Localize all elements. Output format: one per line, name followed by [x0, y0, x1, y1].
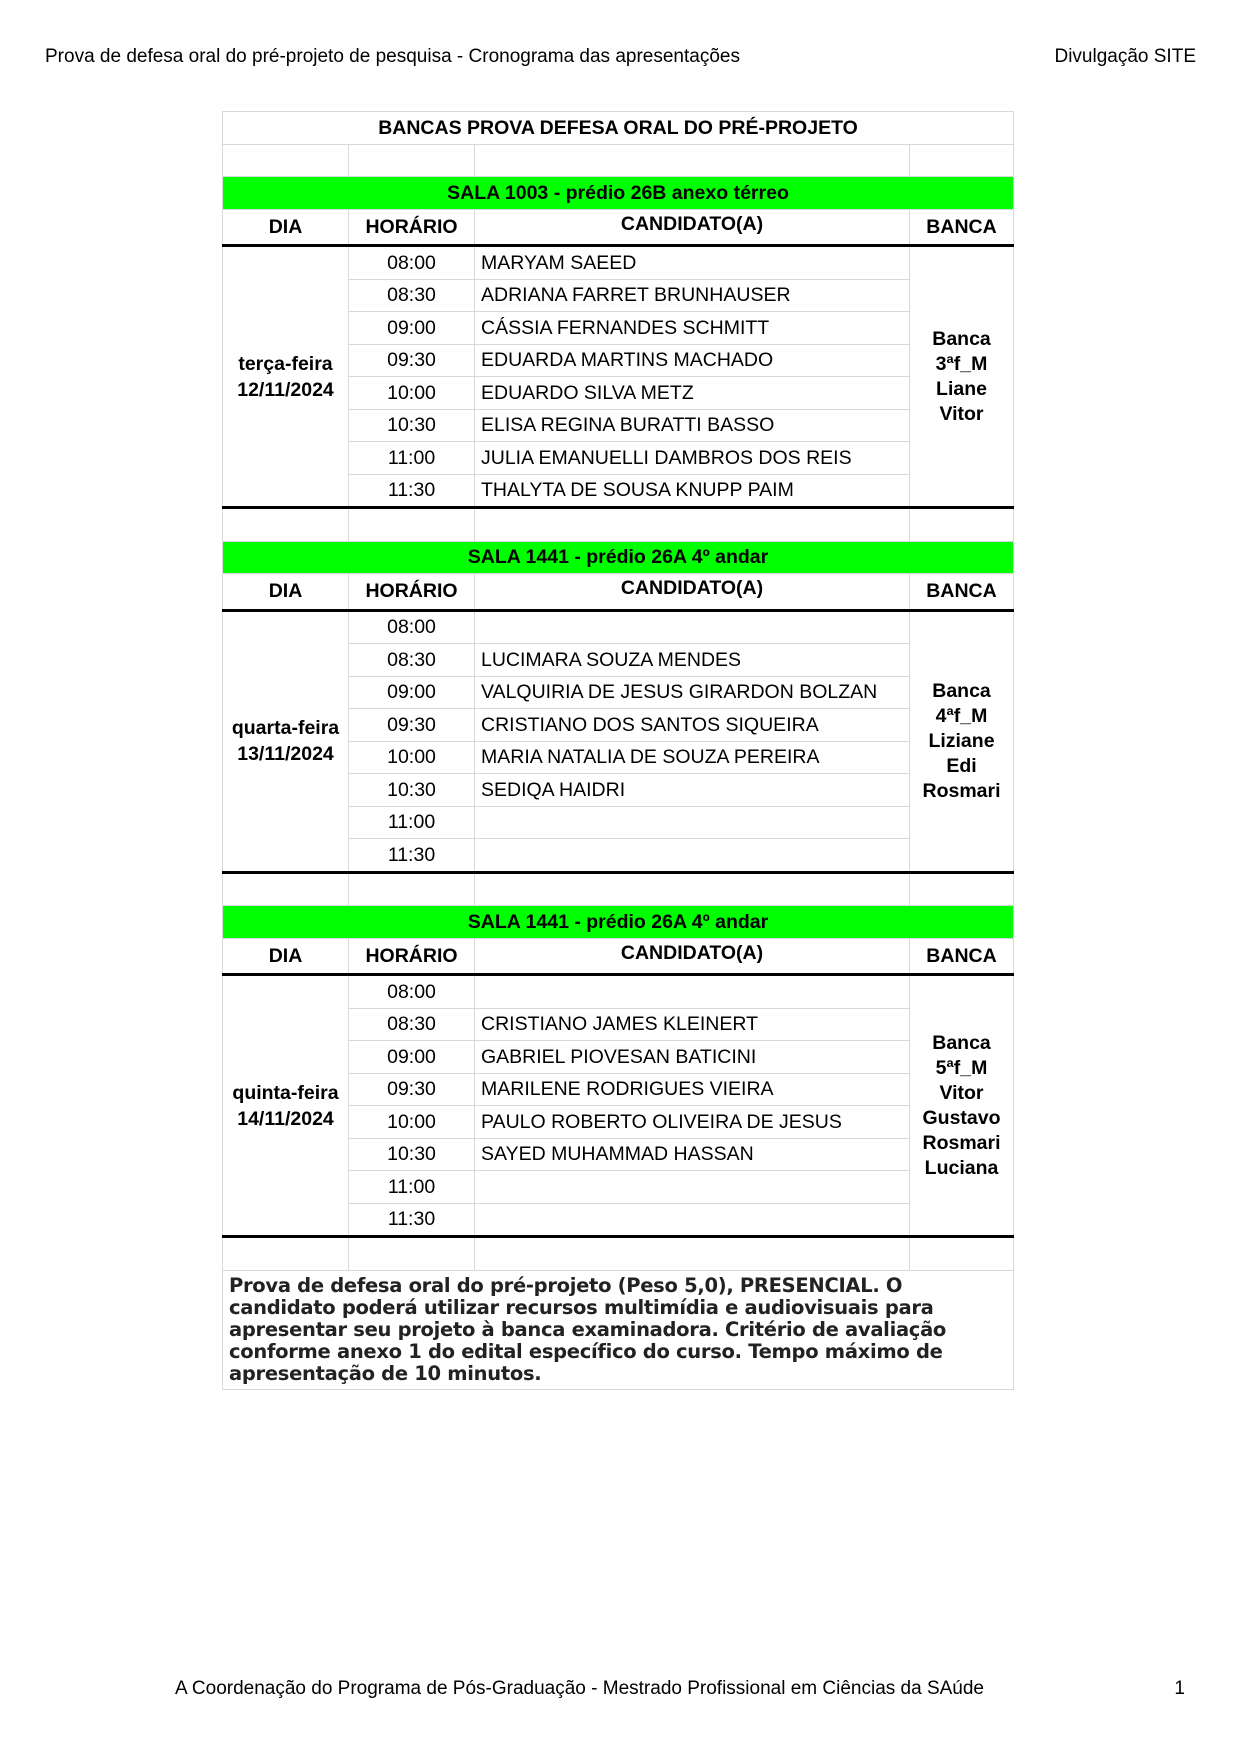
time-cell: 10:00: [349, 741, 475, 774]
candidate-cell: CRISTIANO JAMES KLEINERT: [475, 1008, 910, 1041]
day-name: quinta-feira: [232, 1081, 339, 1104]
empty-cell: [223, 508, 349, 542]
day-date: 13/11/2024: [237, 743, 334, 765]
banca-cell: [910, 610, 1014, 872]
schedule-sheet: [222, 111, 1013, 1390]
page-header: [45, 46, 1196, 70]
banca-line: Banca: [932, 679, 991, 702]
banca-line: Banca: [932, 1031, 991, 1054]
table-row: [223, 610, 1014, 644]
candidate-cell: SAYED MUHAMMAD HASSAN: [475, 1138, 910, 1171]
empty-cell: [223, 144, 349, 177]
title-row: [223, 112, 1014, 145]
time-cell: 11:00: [349, 1171, 475, 1204]
time-cell: 10:30: [349, 1138, 475, 1171]
column-header-banca: BANCA: [910, 209, 1014, 246]
banca-line: 3ªf_M: [935, 352, 988, 375]
table-row: [223, 246, 1014, 280]
banca-cell: [910, 246, 1014, 508]
column-header-row: [223, 209, 1014, 246]
day-name: quarta-feira: [231, 717, 340, 739]
day-cell: [223, 246, 349, 508]
time-cell: 11:30: [349, 1203, 475, 1237]
column-header-dia: DIA: [223, 209, 349, 246]
candidate-cell: LUCIMARA SOUZA MENDES: [475, 644, 910, 677]
schedule-table: [222, 111, 1014, 1390]
banca-line: Edi: [946, 754, 977, 777]
time-cell: 09:30: [349, 1073, 475, 1106]
empty-cell: [910, 1237, 1014, 1271]
day-cell: [223, 975, 349, 1237]
time-cell: 08:30: [349, 279, 475, 312]
banca-line: 5ªf_M: [935, 1056, 988, 1079]
room-label: SALA 1003 - prédio 26B anexo térreo: [223, 177, 1014, 210]
candidate-cell: CRISTIANO DOS SANTOS SIQUEIRA: [475, 709, 910, 742]
banca-line: Gustavo: [922, 1106, 1001, 1129]
empty-cell: [910, 872, 1014, 906]
note-row: [223, 1270, 1014, 1389]
time-cell: 09:00: [349, 312, 475, 345]
spacer-row: [223, 144, 1014, 177]
candidate-cell: SEDIQA HAIDRI: [475, 774, 910, 807]
day-cell: [223, 610, 349, 872]
time-cell: 10:30: [349, 774, 475, 807]
banca-line: Liane: [936, 377, 987, 400]
day-date: 14/11/2024: [237, 1107, 334, 1130]
time-cell: 09:30: [349, 344, 475, 377]
column-header-dia: DIA: [223, 938, 349, 975]
column-header-dia: DIA: [223, 574, 349, 611]
empty-cell: [475, 508, 910, 542]
candidate-cell: ELISA REGINA BURATTI BASSO: [475, 409, 910, 442]
time-cell: 08:00: [349, 975, 475, 1009]
empty-cell: [349, 872, 475, 906]
schedule-table-body: [223, 112, 1014, 1390]
spacer-row: [223, 508, 1014, 542]
candidate-cell: MARILENE RODRIGUES VIEIRA: [475, 1073, 910, 1106]
time-cell: 08:00: [349, 246, 475, 280]
time-cell: 09:00: [349, 676, 475, 709]
empty-cell: [475, 144, 910, 177]
footer-text: A Coordenação do Programa de Pós-Graduação - Mestrado Profissional em Ciências da SAúde: [175, 1678, 984, 1699]
time-cell: 09:30: [349, 709, 475, 742]
empty-cell: [223, 1237, 349, 1271]
candidate-cell: [475, 806, 910, 839]
candidate-cell: JULIA EMANUELLI DAMBROS DOS REIS: [475, 442, 910, 475]
candidate-cell: CÁSSIA FERNANDES SCHMITT: [475, 312, 910, 345]
time-cell: 11:00: [349, 806, 475, 839]
column-header-row: [223, 574, 1014, 611]
candidate-cell: PAULO ROBERTO OLIVEIRA DE JESUS: [475, 1106, 910, 1139]
day-name: terça-feira: [238, 352, 333, 375]
candidate-cell: EDUARDO SILVA METZ: [475, 377, 910, 410]
time-cell: 10:30: [349, 409, 475, 442]
room-row: [223, 541, 1014, 574]
column-header-horario: HORÁRIO: [349, 574, 475, 611]
spacer-row: [223, 1237, 1014, 1271]
table-title: BANCAS PROVA DEFESA ORAL DO PRÉ-PROJETO: [223, 112, 1014, 145]
candidate-cell: [475, 975, 910, 1009]
time-cell: 11:30: [349, 839, 475, 873]
empty-cell: [910, 508, 1014, 542]
time-cell: 08:30: [349, 1008, 475, 1041]
time-cell: 08:00: [349, 610, 475, 644]
candidate-cell: THALYTA DE SOUSA KNUPP PAIM: [475, 474, 910, 508]
publication-label: Divulgação SITE: [1054, 46, 1196, 67]
banca-line: 4ªf_M: [935, 704, 988, 727]
column-header-banca: BANCA: [910, 574, 1014, 611]
candidate-cell: EDUARDA MARTINS MACHADO: [475, 344, 910, 377]
empty-cell: [223, 872, 349, 906]
time-cell: 10:00: [349, 377, 475, 410]
room-row: [223, 906, 1014, 939]
document-title: Prova de defesa oral do pré-projeto de pesquisa - Cronograma das apresentações: [45, 46, 740, 67]
time-cell: 08:30: [349, 644, 475, 677]
day-date: 12/11/2024: [237, 378, 334, 401]
spacer-row: [223, 872, 1014, 906]
candidate-cell: [475, 1203, 910, 1237]
time-cell: 09:00: [349, 1041, 475, 1074]
banca-line: Rosmari: [922, 1131, 1001, 1154]
column-header-banca: BANCA: [910, 938, 1014, 975]
exam-note: Prova de defesa oral do pré-projeto (Peso 5,0), PRESENCIAL. O candidato poderá utilizar recursos multimídia e audiovisuais para apresentar seu projeto à banca examinadora. Critério de avaliação conforme anexo 1 do edital específico do curso. Tempo máximo de apresentação de 10 minutos.: [223, 1270, 1014, 1389]
candidate-cell: [475, 1171, 910, 1204]
room-label: SALA 1441 - prédio 26A 4º andar: [223, 541, 1014, 574]
banca-line: Luciana: [924, 1156, 999, 1179]
banca-line: Rosmari: [922, 779, 1001, 802]
candidate-cell: GABRIEL PIOVESAN BATICINI: [475, 1041, 910, 1074]
candidate-cell: ADRIANA FARRET BRUNHAUSER: [475, 279, 910, 312]
column-header-candidato: CANDIDATO(A): [475, 938, 910, 975]
banca-line: Banca: [932, 327, 991, 350]
banca-cell: [910, 975, 1014, 1237]
candidate-cell: [475, 839, 910, 873]
room-row: [223, 177, 1014, 210]
column-header-candidato: CANDIDATO(A): [475, 209, 910, 246]
page-footer: [0, 1678, 1241, 1702]
empty-cell: [349, 508, 475, 542]
banca-line: Vitor: [939, 1081, 984, 1104]
banca-line: Vitor: [939, 402, 984, 425]
candidate-cell: MARYAM SAEED: [475, 246, 910, 280]
page-number: 1: [1174, 1678, 1185, 1699]
candidate-cell: [475, 610, 910, 644]
empty-cell: [475, 1237, 910, 1271]
empty-cell: [475, 872, 910, 906]
column-header-candidato: CANDIDATO(A): [475, 574, 910, 611]
time-cell: 11:30: [349, 474, 475, 508]
empty-cell: [910, 144, 1014, 177]
time-cell: 10:00: [349, 1106, 475, 1139]
column-header-horario: HORÁRIO: [349, 209, 475, 246]
banca-line: Liziane: [928, 729, 995, 752]
time-cell: 11:00: [349, 442, 475, 475]
room-label: SALA 1441 - prédio 26A 4º andar: [223, 906, 1014, 939]
empty-cell: [349, 1237, 475, 1271]
table-row: [223, 975, 1014, 1009]
column-header-horario: HORÁRIO: [349, 938, 475, 975]
empty-cell: [349, 144, 475, 177]
candidate-cell: VALQUIRIA DE JESUS GIRARDON BOLZAN: [475, 676, 910, 709]
column-header-row: [223, 938, 1014, 975]
candidate-cell: MARIA NATALIA DE SOUZA PEREIRA: [475, 741, 910, 774]
